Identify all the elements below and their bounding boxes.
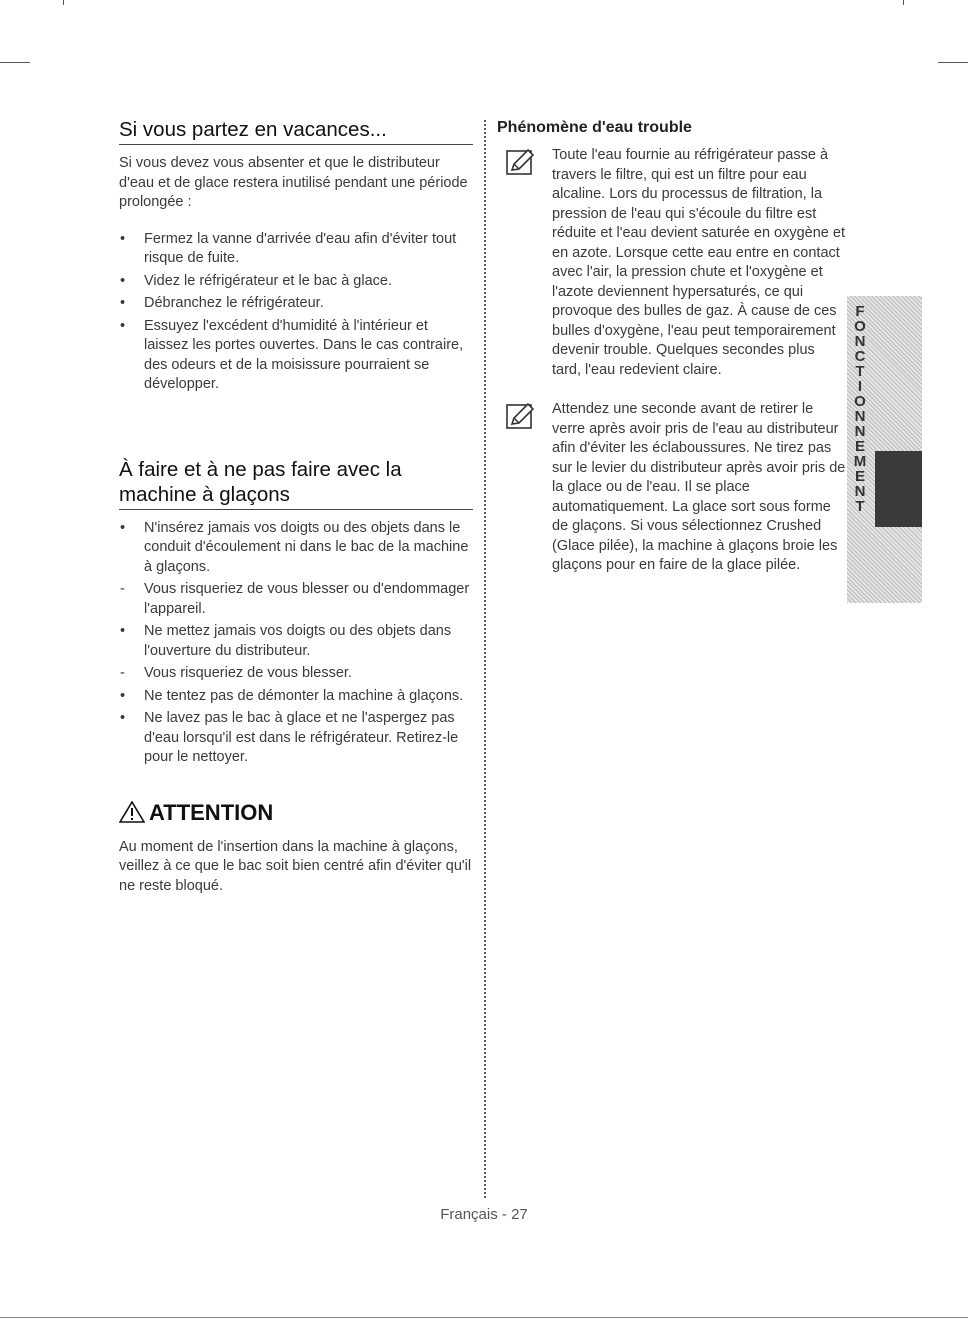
list-item: • Fermez la vanne d'arrivée d'eau afin d'éviter tout risque de fuite.	[120, 230, 457, 266]
vacances-title: Si vous partez en vacances...	[119, 118, 473, 145]
list-item: • Videz le réfrigérateur et le bac à glace.	[120, 272, 392, 289]
section-side-tab	[847, 296, 922, 603]
crop-mark	[63, 0, 64, 5]
attention-heading	[119, 800, 473, 826]
vacances-intro: Si vous devez vous absenter et que le distributeur d'eau et de glace restera inutilisé pendant une période prolongée :	[119, 155, 468, 210]
note-2	[497, 400, 847, 576]
right-column	[497, 118, 847, 576]
crop-mark	[0, 62, 30, 63]
list-item: - Vous risqueriez de vous blesser ou d'endommager l'appareil.	[120, 581, 470, 617]
attention-section	[119, 800, 473, 897]
crop-mark	[0, 1317, 968, 1318]
afaire-title: À faire et à ne pas faire avec la machine à glaçons	[119, 457, 473, 510]
afaire-section	[119, 457, 473, 768]
list-item: • Essuyez l'excédent d'humidité à l'intérieur et laissez les portes ouvertes. Dans le cas contraire, des odeurs et de la moisissure pourraient se développer.	[120, 317, 464, 392]
list-item: • N'insérez jamais vos doigts ou des objets dans le conduit d'écoulement ni dans le bac de la machine à glaçons.	[120, 519, 469, 575]
note-1	[497, 146, 847, 380]
crop-mark	[903, 0, 904, 5]
note-pencil-icon	[506, 402, 536, 430]
column-divider	[484, 120, 486, 1198]
note-pencil-icon	[506, 148, 536, 176]
side-tab-label: F O N C T I O N N E M E N T	[853, 303, 867, 515]
note-1-text: Toute l'eau fournie au réfrigérateur passe à travers le filtre, qui est un filtre pour eau alcaline. Lors du processus de filtration, la pression de l'eau qui s'écoule du filtre est réduite et l'eau devient saturée en oxygène et en azote. Lorsque cette eau entre en contact avec l'air, la pression chute et l'oxygène et l'azote deviennent hypersaturés, ce qui provoque des bulles de gaz. À cause de ces bulles d'oxygène, l'eau peut temporairement devenir trouble. Quelques secondes plus tard, l'eau redevient claire.	[552, 147, 845, 378]
vacances-list	[119, 230, 473, 395]
vacances-section	[119, 118, 473, 395]
warning-triangle-icon	[119, 801, 145, 823]
note-2-text: Attendez une seconde avant de retirer le verre après avoir pris de l'eau au distributeur afin d'éviter les éclaboussures. Ne tirez pas sur le levier du distributeur après avoir pris de la glace ou de l'eau. Il se place automatiquement. La glace sort sous forme de glaçons. Si vous sélectionnez Crushed (Glace pilée), la machine à glaçons broie les glaçons pour en faire de la glace pilée.	[552, 401, 846, 573]
list-item: • Ne mettez jamais vos doigts ou des objets dans l'ouverture du distributeur.	[120, 623, 452, 659]
afaire-list	[119, 519, 473, 768]
attention-text: Au moment de l'insertion dans la machine à glaçons, veillez à ce que le bac soit bien centré afin d'éviter qu'il ne reste bloqué.	[119, 838, 472, 894]
crop-mark	[938, 62, 968, 63]
left-column	[119, 118, 473, 896]
attention-title: ATTENTION	[149, 799, 274, 825]
list-item: • Ne tentez pas de démonter la machine à glaçons.	[120, 687, 464, 704]
side-tab-marker	[875, 451, 922, 527]
page-number: Français - 27	[440, 1206, 528, 1223]
list-item: • Débranchez le réfrigérateur.	[120, 295, 324, 311]
list-item: • Ne lavez pas le bac à glace et ne l'aspergez pas d'eau lorsqu'il est dans le réfrigérateur. Retirez-le pour le nettoyer.	[120, 710, 459, 765]
trouble-title: Phénomène d'eau trouble	[497, 119, 692, 136]
list-item: - Vous risqueriez de vous blesser.	[120, 665, 352, 681]
